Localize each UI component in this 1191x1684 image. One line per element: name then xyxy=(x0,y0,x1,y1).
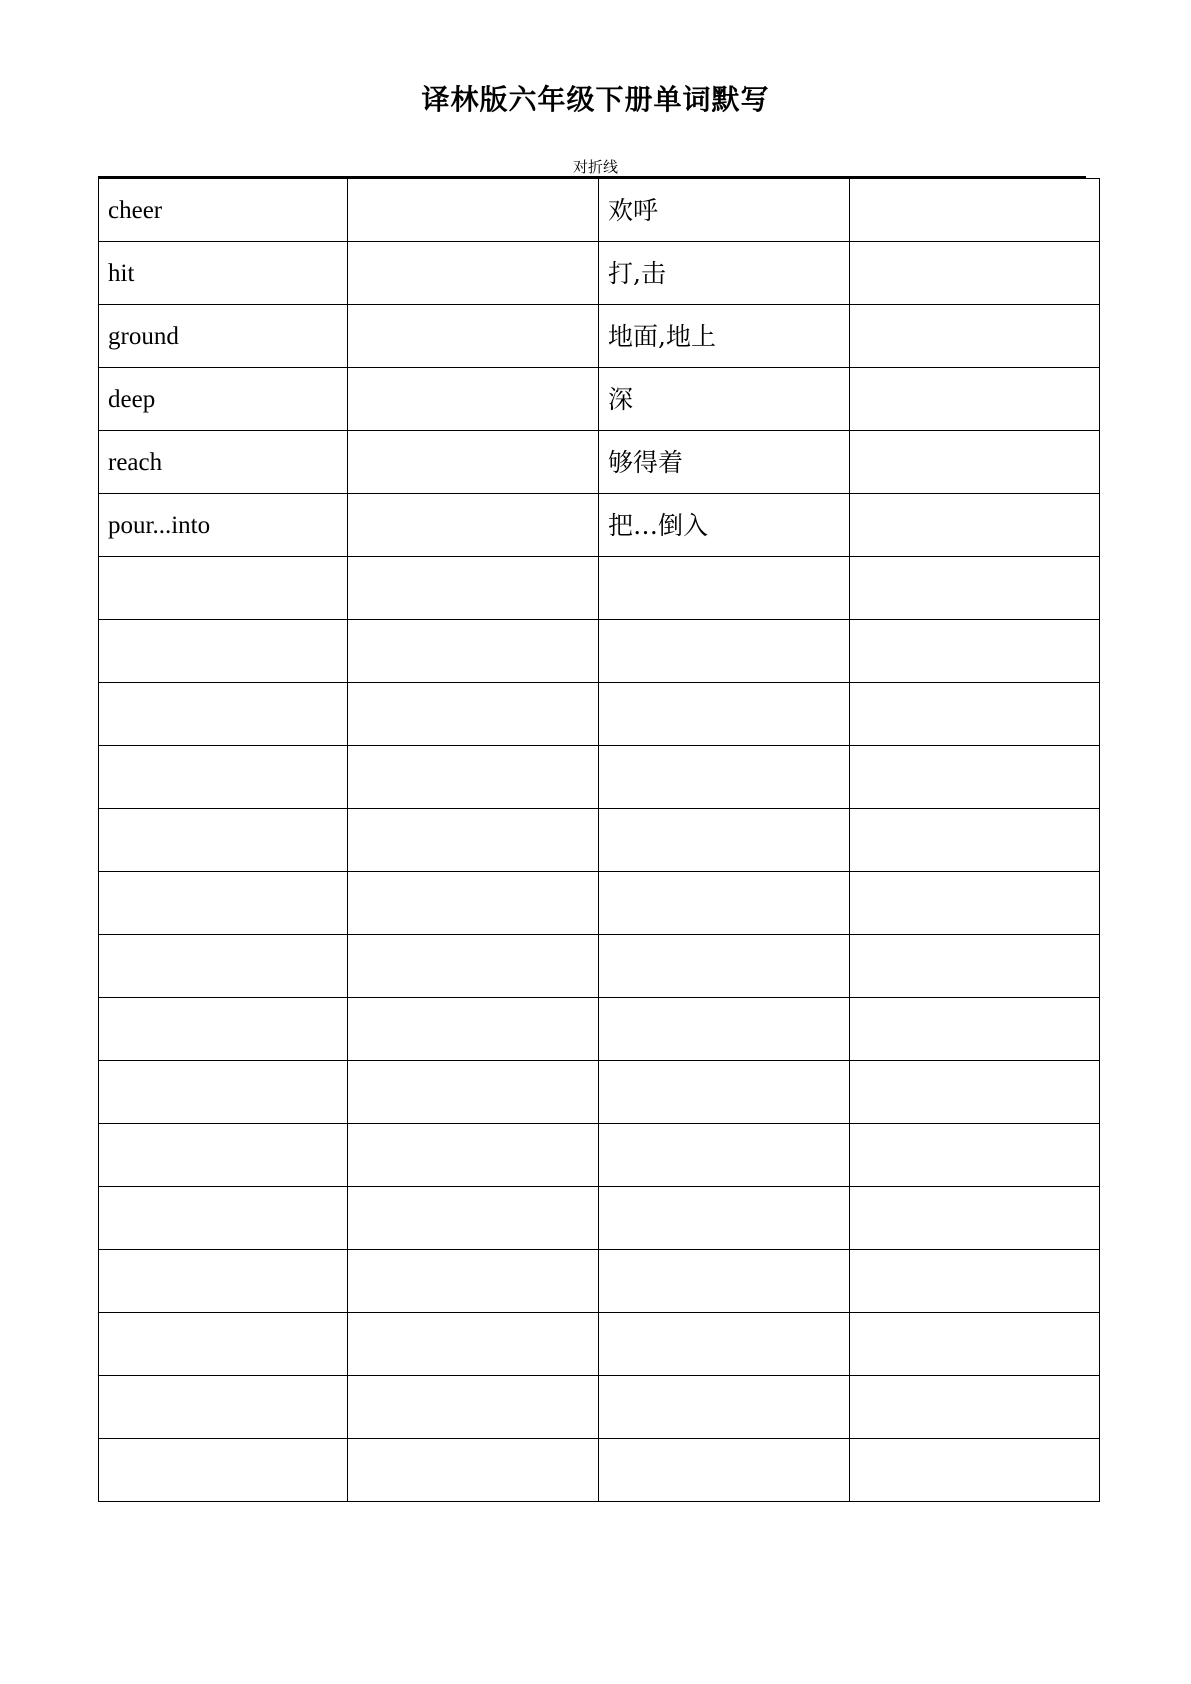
english-answer-cell[interactable] xyxy=(348,1061,599,1124)
chinese-answer-cell[interactable] xyxy=(850,683,1100,746)
table-row xyxy=(99,620,1100,683)
english-answer-cell[interactable] xyxy=(348,1124,599,1187)
chinese-meaning-cell xyxy=(599,1313,850,1376)
chinese-answer-cell[interactable] xyxy=(850,872,1100,935)
chinese-meaning-cell xyxy=(599,872,850,935)
english-answer-cell[interactable] xyxy=(348,683,599,746)
english-word-cell xyxy=(99,1124,348,1187)
chinese-meaning-cell: 够得着 xyxy=(599,431,850,494)
table-row xyxy=(99,305,1100,368)
english-word-cell: cheer xyxy=(99,179,348,242)
chinese-meaning-cell: 打,击 xyxy=(599,242,850,305)
chinese-answer-cell[interactable] xyxy=(850,809,1100,872)
english-answer-cell[interactable] xyxy=(348,935,599,998)
english-word-cell xyxy=(99,1187,348,1250)
english-word-cell xyxy=(99,1061,348,1124)
chinese-meaning-cell xyxy=(599,1124,850,1187)
chinese-meaning-cell xyxy=(599,1376,850,1439)
table-row xyxy=(99,935,1100,998)
english-word-cell xyxy=(99,557,348,620)
table-row xyxy=(99,998,1100,1061)
table-row xyxy=(99,1250,1100,1313)
chinese-meaning-cell xyxy=(599,1250,850,1313)
table-row xyxy=(99,179,1100,242)
english-answer-cell[interactable] xyxy=(348,179,599,242)
chinese-answer-cell[interactable] xyxy=(850,1313,1100,1376)
chinese-answer-cell[interactable] xyxy=(850,179,1100,242)
chinese-meaning-cell xyxy=(599,557,850,620)
chinese-meaning-cell xyxy=(599,620,850,683)
table-row xyxy=(99,431,1100,494)
chinese-meaning-cell: 欢呼 xyxy=(599,179,850,242)
english-word-cell: hit xyxy=(99,242,348,305)
english-word-cell: ground xyxy=(99,305,348,368)
chinese-meaning-cell: 把…倒入 xyxy=(599,494,850,557)
english-answer-cell[interactable] xyxy=(348,368,599,431)
chinese-meaning-cell xyxy=(599,935,850,998)
chinese-answer-cell[interactable] xyxy=(850,1250,1100,1313)
table-row xyxy=(99,557,1100,620)
english-answer-cell[interactable] xyxy=(348,431,599,494)
chinese-answer-cell[interactable] xyxy=(850,1061,1100,1124)
english-answer-cell[interactable] xyxy=(348,1439,599,1502)
chinese-answer-cell[interactable] xyxy=(850,494,1100,557)
chinese-meaning-cell xyxy=(599,1439,850,1502)
english-answer-cell[interactable] xyxy=(348,494,599,557)
english-word-cell xyxy=(99,1439,348,1502)
english-answer-cell[interactable] xyxy=(348,242,599,305)
table-row xyxy=(99,1376,1100,1439)
table-row xyxy=(99,1187,1100,1250)
english-word-cell: reach xyxy=(99,431,348,494)
vocabulary-table-body xyxy=(99,179,1100,1502)
chinese-meaning-cell xyxy=(599,746,850,809)
table-row xyxy=(99,368,1100,431)
english-word-cell xyxy=(99,620,348,683)
chinese-meaning-cell: 深 xyxy=(599,368,850,431)
english-word-cell xyxy=(99,809,348,872)
chinese-meaning-cell xyxy=(599,1061,850,1124)
table-row xyxy=(99,1439,1100,1502)
chinese-meaning-cell xyxy=(599,998,850,1061)
english-word-cell xyxy=(99,683,348,746)
english-word-cell: pour...into xyxy=(99,494,348,557)
chinese-answer-cell[interactable] xyxy=(850,620,1100,683)
table-row xyxy=(99,872,1100,935)
chinese-answer-cell[interactable] xyxy=(850,242,1100,305)
english-word-cell xyxy=(99,1376,348,1439)
english-answer-cell[interactable] xyxy=(348,557,599,620)
chinese-answer-cell[interactable] xyxy=(850,1376,1100,1439)
chinese-answer-cell[interactable] xyxy=(850,1124,1100,1187)
table-row xyxy=(99,809,1100,872)
chinese-meaning-cell xyxy=(599,683,850,746)
table-row xyxy=(99,1124,1100,1187)
chinese-answer-cell[interactable] xyxy=(850,1187,1100,1250)
chinese-answer-cell[interactable] xyxy=(850,557,1100,620)
chinese-answer-cell[interactable] xyxy=(850,935,1100,998)
table-row xyxy=(99,746,1100,809)
table-row xyxy=(99,494,1100,557)
english-answer-cell[interactable] xyxy=(348,620,599,683)
english-answer-cell[interactable] xyxy=(348,746,599,809)
english-answer-cell[interactable] xyxy=(348,872,599,935)
chinese-answer-cell[interactable] xyxy=(850,746,1100,809)
english-answer-cell[interactable] xyxy=(348,809,599,872)
english-word-cell: deep xyxy=(99,368,348,431)
english-word-cell xyxy=(99,998,348,1061)
chinese-answer-cell[interactable] xyxy=(850,431,1100,494)
english-word-cell xyxy=(99,746,348,809)
english-word-cell xyxy=(99,1250,348,1313)
english-answer-cell[interactable] xyxy=(348,305,599,368)
table-row xyxy=(99,242,1100,305)
chinese-answer-cell[interactable] xyxy=(850,368,1100,431)
english-answer-cell[interactable] xyxy=(348,998,599,1061)
chinese-answer-cell[interactable] xyxy=(850,305,1100,368)
english-word-cell xyxy=(99,1313,348,1376)
chinese-meaning-cell xyxy=(599,809,850,872)
table-row xyxy=(99,1061,1100,1124)
vocabulary-table xyxy=(98,178,1100,1502)
chinese-answer-cell[interactable] xyxy=(850,1439,1100,1502)
fold-line-label: 对折线 xyxy=(572,158,618,176)
english-answer-cell[interactable] xyxy=(348,1187,599,1250)
english-answer-cell[interactable] xyxy=(348,1250,599,1313)
english-answer-cell[interactable] xyxy=(348,1313,599,1376)
english-word-cell xyxy=(99,872,348,935)
english-answer-cell[interactable] xyxy=(348,1376,599,1439)
chinese-answer-cell[interactable] xyxy=(850,998,1100,1061)
table-row xyxy=(99,1313,1100,1376)
chinese-meaning-cell xyxy=(599,1187,850,1250)
english-word-cell xyxy=(99,935,348,998)
table-row xyxy=(99,683,1100,746)
chinese-meaning-cell: 地面,地上 xyxy=(599,305,850,368)
page-title: 译林版六年级下册单词默写 xyxy=(421,83,770,116)
